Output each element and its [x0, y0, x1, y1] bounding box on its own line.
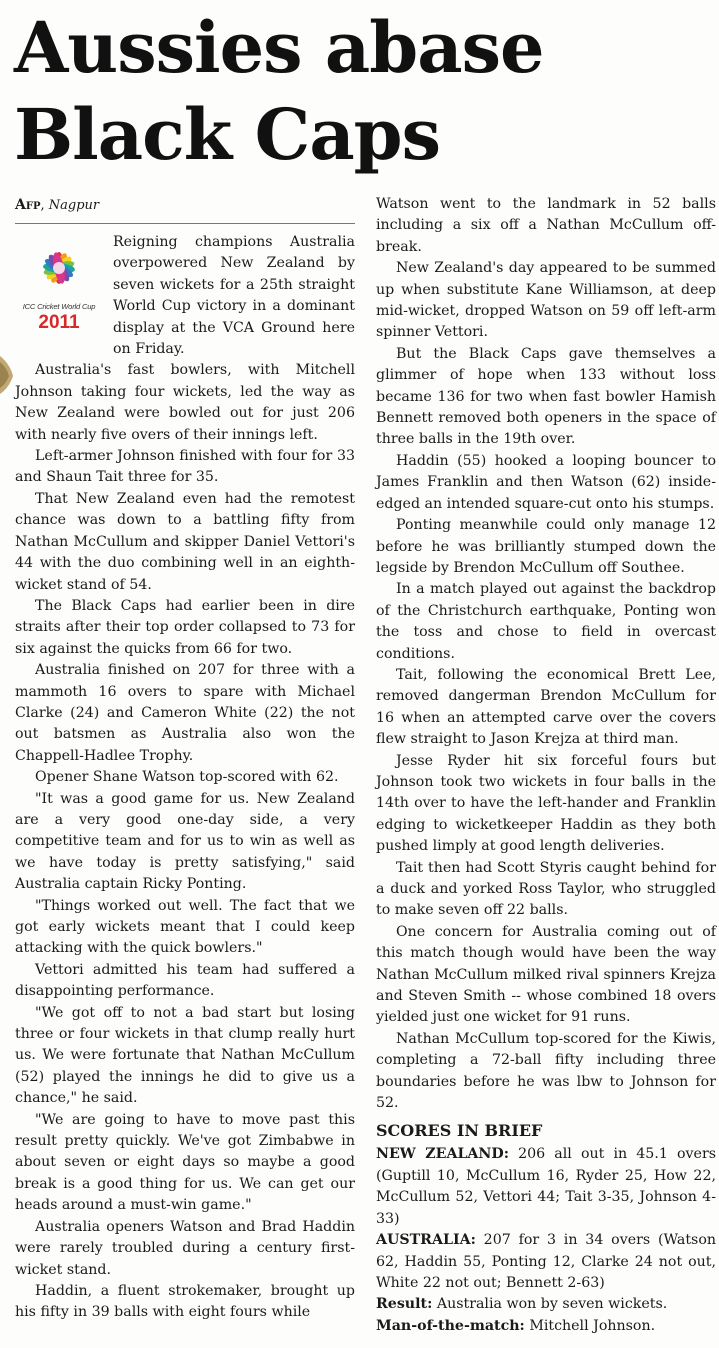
paragraph: In a match played out against the backdrop of the Christchurch earthquake, Ponting won the toss and chose to field in overcast conditions.	[376, 581, 716, 662]
headline-line-2: Black Caps	[14, 93, 441, 176]
paragraph: Nathan McCullum top-scored for the Kiwis, completing a 72-ball fifty including three boundaries before he was lbw to Johnson for 52.	[376, 1030, 716, 1112]
paragraph: Haddin, a fluent strokemaker, brought up his fifty in 39 balls with eight fours while	[15, 1282, 355, 1321]
scores-man-of-the-match	[376, 1316, 716, 1337]
headline-line-1: Aussies abase	[14, 6, 544, 89]
paragraph: But the Black Caps gave themselves a glimmer of hope when 133 without loss became 136 for two when fast bowler Hamish Bennett removed both openers in the space of three balls in the 19th over.	[376, 345, 716, 448]
paragraph: Left-armer Johnson finished with four for 33 and Shaun Tait three for 35.	[15, 448, 355, 486]
paragraph: "We got off to not a bad start but losing three or four wickets in that clump really hurt us. We were fortunate that Nathan McCullum (52) played the innings he did to give us a chance," he said.	[15, 1004, 355, 1107]
paragraph: The Black Caps had earlier been in dire straits after their top order collapsed to 73 for six against the quicks from 66 for two.	[15, 597, 355, 657]
scores-nz-text: 206 all out in 45.1 overs (Guptill 10, McCullum 16, Ryder 25, How 22, McCullum 52, Vettori 44; Tait 3-35, Johnson 4-33)	[376, 1146, 717, 1227]
paragraph: Jesse Ryder hit six forceful fours but Johnson took two wickets in four balls in the 14th over to have the left-hander and Franklin edging to wicketkeeper Haddin as they both pushed limply at good length deliveries.	[376, 752, 716, 855]
paragraph: "Things worked out well. The fact that we got early wickets meant that I could keep attacking with the quick bowlers."	[15, 897, 355, 957]
paragraph: Reigning champions Australia overpowered New Zealand by seven wickets for a 25th straight World Cup victory in a dominant display at the VCA Ground here on Friday.	[113, 234, 355, 358]
scores-result	[376, 1294, 716, 1315]
byline: Afp, Nagpur	[15, 196, 355, 224]
paragraph: One concern for Australia coming out of this match though would have been the way Nathan McCullum milked rival spinners Krejza and Steven Smith -- whose combined 18 overs yielded just one wicket for 91 runs.	[376, 923, 716, 1026]
world-cup-logo	[11, 234, 107, 342]
scores-nz-label: NEW ZEALAND:	[376, 1146, 509, 1163]
scores-new-zealand	[376, 1144, 716, 1230]
paragraph: Ponting meanwhile could only manage 12 before he was brilliantly stumped down the legside by Brendon McCullum off Southee.	[376, 517, 716, 576]
paragraph: Watson went to the landmark in 52 balls including a six off a Nathan McCullum off-break.	[376, 196, 716, 255]
paragraph: Tait then had Scott Styris caught behind for a duck and yorked Ross Taylor, who struggled to make seven off 22 balls.	[376, 859, 716, 919]
paragraph: Australia openers Watson and Brad Haddin were rarely troubled during a century first-wicket stand.	[15, 1218, 355, 1278]
byline-agency: Afp	[15, 197, 41, 213]
paragraph: "We are going to have to move past this result pretty quickly. We've got Zimbabwe in about seven or eight days so maybe a good break is a good thing for us. We can get our heads around a must-win game."	[15, 1111, 355, 1214]
scores-aus-text: 207 for 3 in 34 overs (Watson 62, Haddin 55, Ponting 12, Clarke 24 not out, White 22 not out; Bennett 2-63)	[376, 1232, 716, 1291]
scores-motm-label: Man-of-the-match:	[376, 1317, 525, 1334]
paragraph: Tait, following the economical Brett Lee, removed dangerman Brendon McCullum for 16 when an attempted carve over the covers flew straight to Jason Krejza at third man.	[376, 666, 716, 748]
edge-photo-fragment	[0, 350, 14, 398]
headline	[14, 4, 714, 178]
scores-result-text: Australia won by seven wickets.	[436, 1296, 668, 1313]
paragraph: Australia finished on 207 for three with a mammoth 16 overs to spare with Michael Clarke (24) and Cameron White (22) the not out batsmen as Australia also won the Chappell-Hadlee Trophy.	[15, 662, 355, 764]
scores-heading: SCORES IN BRIEF	[376, 1121, 543, 1141]
paragraph: Vettori admitted his team had suffered a disappointing performance.	[15, 961, 355, 1000]
paragraph: "It was a good game for us. New Zealand are a very good one-day side, a very competitive team and for us to win as well as we have today is pretty satisfying," said Australia captain Ricky Ponting.	[15, 790, 355, 893]
paragraph: Haddin (55) hooked a looping bouncer to James Franklin and then Watson (62) inside-edged an intended square-cut onto his stumps.	[376, 452, 716, 512]
article-column-right	[376, 194, 716, 1337]
logo-year: 2011	[38, 312, 80, 333]
paragraph: Opener Shane Watson top-scored with 62.	[35, 769, 339, 786]
paragraph: Australia's fast bowlers, with Mitchell Johnson taking four wickets, led the way as New Zealand were bowled out for just 206 with nearly five overs of their innings left.	[15, 362, 355, 443]
scores-aus-label: AUSTRALIA:	[376, 1232, 476, 1249]
article-column-left	[15, 196, 355, 1324]
paragraph: New Zealand's day appeared to be summed up when substitute Kane Williamson, at deep mid-wicket, dropped Watson on 59 off left-arm spinner Vettori.	[376, 260, 716, 341]
scores-motm-text: Mitchell Johnson.	[529, 1317, 656, 1334]
byline-place: Nagpur	[48, 198, 100, 213]
scores-australia	[376, 1230, 716, 1294]
world-cup-logo-icon	[23, 234, 95, 300]
scores-result-label: Result:	[376, 1296, 433, 1313]
logo-text: ICC Cricket World Cup	[22, 302, 96, 311]
paragraph: That New Zealand even had the remotest chance was down to a battling fifty from Nathan McCullum and skipper Daniel Vettori's 44 with the duo combining well in an eighth-wicket stand of 54.	[15, 490, 355, 593]
